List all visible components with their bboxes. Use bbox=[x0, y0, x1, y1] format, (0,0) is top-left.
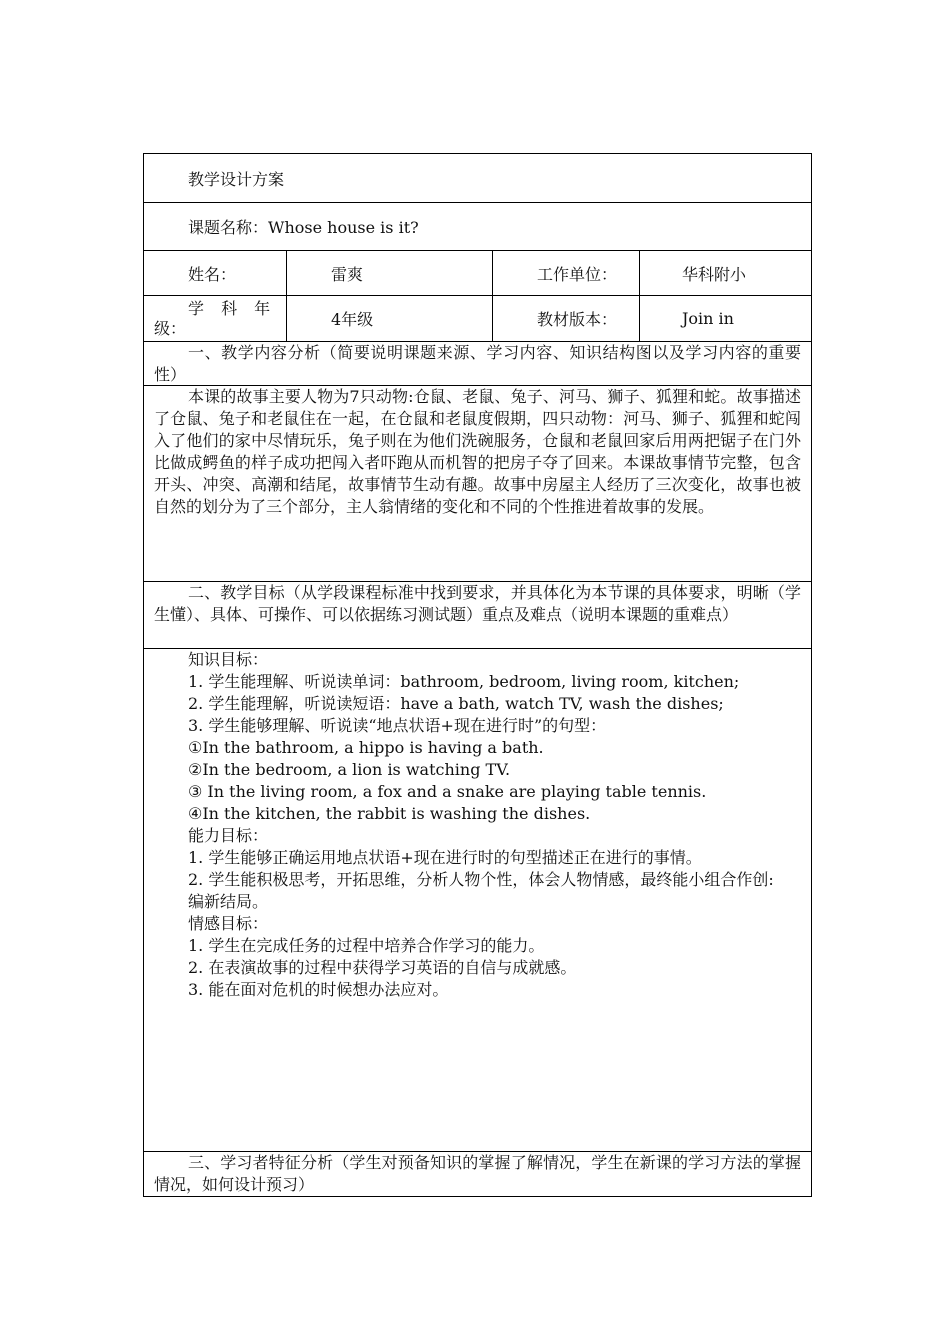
info-row-name bbox=[144, 250, 811, 295]
lesson-plan-table bbox=[143, 153, 812, 1197]
section2-body-row bbox=[144, 648, 811, 1151]
grade-label-cell bbox=[144, 296, 286, 341]
ability-item-2-continued: 编新结局。 bbox=[188, 892, 269, 911]
section3-heading-row bbox=[144, 1151, 811, 1196]
section3-heading: 三、学习者特征分析（学生对预备知识的掌握了解情况，学生在新课的学习方法的掌握情况，如何设计预习） bbox=[154, 1153, 801, 1194]
ability-title: 能力目标： bbox=[188, 826, 269, 845]
name-label: 姓名： bbox=[188, 264, 237, 284]
edition-value-cell bbox=[639, 296, 811, 341]
section1-body: 本课的故事主要人物为7只动物:仓鼠、老鼠、兔子、河马、狮子、狐狸和蛇。故事描述了仓鼠、兔子和老鼠住在一起，在仓鼠和老鼠度假期，四只动物：河马、狮子、狐狸和蛇闯入了他们的家中尽情玩乐，兔子则在为他们洗碗服务，仓鼠和老鼠回家后用两把锯子在门外比做成鳄鱼的样子成功把闯入者吓跑从而机智的把房子夺了回来。本课故事情节完整，包含开头、冲突、高潮和结尾，故事情节生动有趣。故事中房屋主人经历了三次变化，故事也被自然的划分为了三个部分，主人翁情绪的变化和不同的个性推进着故事的发展。 bbox=[154, 387, 801, 516]
edition-value: Join in bbox=[682, 309, 734, 328]
info-row-grade bbox=[144, 295, 811, 341]
unit-label-cell bbox=[492, 251, 639, 295]
unit-value-cell bbox=[639, 251, 811, 295]
edition-label-cell bbox=[492, 296, 639, 341]
section2-heading: 二、教学目标（从学段课程标准中找到要求，并具体化为本节课的具体要求，明晰（学生懂）、具体、可操作、可以依据练习测试题）重点及难点（说明本课题的重难点） bbox=[154, 583, 801, 624]
emotion-item-2: 2. 在表演故事的过程中获得学习英语的自信与成就感。 bbox=[188, 958, 577, 977]
grade-label-line1: 学 科 年 bbox=[188, 298, 277, 318]
sentence-4: ④In the kitchen, the rabbit is washing the dishes. bbox=[188, 804, 591, 823]
section1-body-row bbox=[144, 385, 811, 581]
section1-heading-row bbox=[144, 341, 811, 385]
emotion-item-3: 3. 能在面对危机的时候想办法应对。 bbox=[188, 980, 449, 999]
title-row bbox=[144, 154, 811, 202]
emotion-item-1: 1. 学生在完成任务的过程中培养合作学习的能力。 bbox=[188, 936, 545, 955]
knowledge-item-2: 2. 学生能理解，听说读短语：have a bath, watch TV, wash the dishes; bbox=[188, 694, 724, 713]
sentence-1: ①In the bathroom, a hippo is having a bath. bbox=[188, 738, 544, 757]
name-label-cell bbox=[144, 251, 286, 295]
sentence-3: ③ In the living room, a fox and a snake are playing table tennis. bbox=[188, 782, 707, 801]
unit-label: 工作单位： bbox=[537, 264, 618, 284]
section2-heading-row bbox=[144, 581, 811, 648]
grade-value: 4年级 bbox=[331, 310, 374, 329]
sentence-2: ②In the bedroom, a lion is watching TV. bbox=[188, 760, 511, 779]
name-value: 雷爽 bbox=[331, 264, 364, 284]
topic-row bbox=[144, 202, 811, 250]
knowledge-item-1: 1. 学生能理解、听说读单词：bathroom, bedroom, living room, kitchen; bbox=[188, 672, 740, 691]
grade-value-cell bbox=[286, 296, 492, 341]
section1-heading: 一、教学内容分析（简要说明课题来源、学习内容、知识结构图以及学习内容的重要性） bbox=[154, 343, 801, 384]
emotion-title: 情感目标： bbox=[188, 914, 269, 933]
doc-title: 教学设计方案 bbox=[188, 169, 285, 189]
edition-label: 教材版本： bbox=[537, 310, 618, 329]
unit-value: 华科附小 bbox=[682, 264, 747, 284]
topic-title: 课题名称：Whose house is it? bbox=[188, 218, 419, 237]
ability-item-1: 1. 学生能够正确运用地点状语+现在进行时的句型描述正在进行的事情。 bbox=[188, 848, 702, 867]
grade-label-line2: 级： bbox=[154, 318, 187, 338]
knowledge-title: 知识目标： bbox=[188, 650, 269, 669]
ability-item-2: 2. 学生能积极思考，开拓思维，分析人物个性，体会人物情感，最终能小组合作创: bbox=[188, 870, 774, 889]
name-value-cell bbox=[286, 251, 492, 295]
knowledge-item-3: 3. 学生能够理解、听说读“地点状语+现在进行时”的句型： bbox=[188, 716, 607, 735]
